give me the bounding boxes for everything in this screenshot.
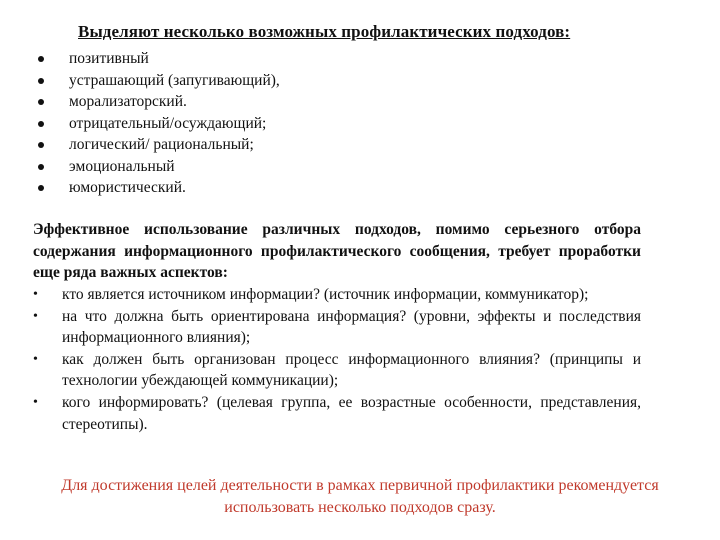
list-item <box>36 134 280 156</box>
list-item <box>36 70 280 92</box>
aspect-text: кто является источником информации? (источник информации, коммуникатор); <box>62 286 589 303</box>
approach-label: юмористический. <box>69 179 186 196</box>
bullet-icon <box>38 164 44 170</box>
approach-label: логический/ рациональный; <box>69 136 254 153</box>
bullet-icon <box>38 99 44 105</box>
aspect-text: кого информировать? (целевая группа, ее возрастные особенности, представления, стереотипы). <box>62 393 641 433</box>
bullet-icon <box>38 142 44 148</box>
bullet-icon: • <box>33 351 38 367</box>
aspect-text: на что должна быть ориентирована информация? (уровни, эффекты и последствия информационного влияния); <box>62 307 641 347</box>
bullet-icon: • <box>33 394 38 410</box>
approach-label: эмоциональный <box>69 157 175 175</box>
bullet-icon <box>38 56 44 62</box>
bullet-icon: • <box>33 287 38 302</box>
bullet-icon <box>38 121 44 127</box>
list-item <box>36 91 280 113</box>
approaches-list <box>36 48 280 199</box>
list-item <box>33 392 641 435</box>
approach-label: позитивный <box>69 50 149 67</box>
list-item <box>36 177 280 199</box>
list-item <box>36 48 280 70</box>
approach-label: отрицательный/осуждающий; <box>69 114 267 132</box>
list-item <box>36 156 280 178</box>
bullet-icon <box>38 78 44 84</box>
list-item <box>33 306 641 349</box>
list-item <box>33 284 641 306</box>
list-item <box>36 113 280 135</box>
list-item <box>33 349 641 392</box>
aspects-list <box>33 284 641 435</box>
approach-label: морализаторский. <box>69 93 187 110</box>
recommendation-note: Для достижения целей деятельности в рамках первичной профилактики рекомендуется использовать несколько подходов сразу. <box>61 477 659 516</box>
intro-paragraph: Эффективное использование различных подходов, помимо серьезного отбора содержания информационного профилактического сообщения, требует проработки еще ряда важных аспектов: <box>33 221 641 282</box>
approach-label: устрашающий (запугивающий), <box>69 71 280 89</box>
bullet-icon <box>38 185 44 191</box>
page-title: Выделяют несколько возможных профилактических подходов: <box>78 22 571 41</box>
bullet-icon: • <box>33 308 38 324</box>
aspect-text: как должен быть организован процесс информационного влияния? (принципы и технологии убеждающей коммуникации); <box>62 350 641 390</box>
